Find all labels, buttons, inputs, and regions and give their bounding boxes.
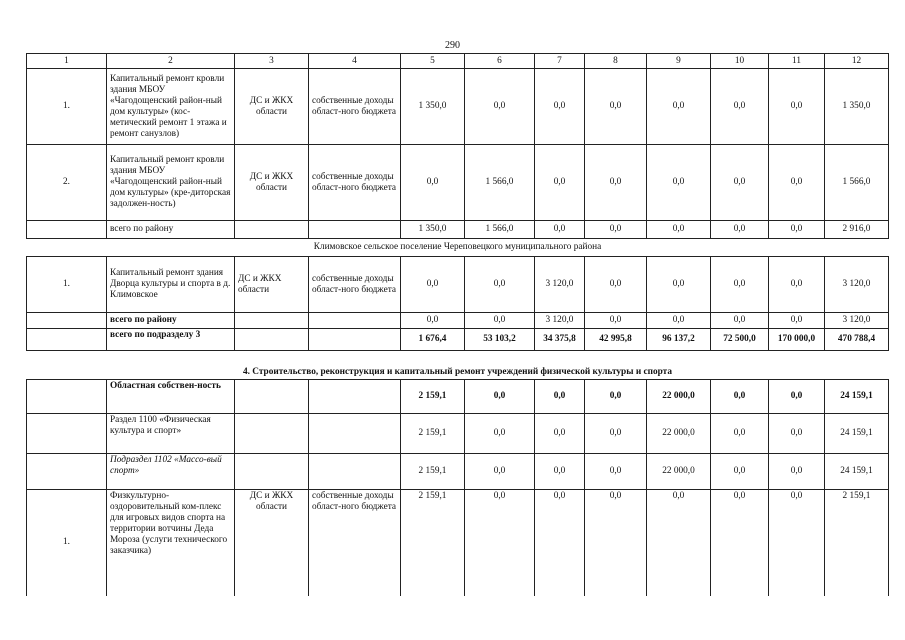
value-cell: 0,0 (585, 313, 647, 329)
value-cell: 0,0 (465, 490, 535, 596)
executor: ДС и ЖКХ области (235, 69, 309, 145)
header-cell: 6 (465, 54, 535, 69)
value-cell: 24 159,1 (825, 454, 889, 490)
value-cell: 1 350,0 (401, 69, 465, 145)
section-heading: 4. Строительство, реконструкция и капитальный ремонт учреждений физической культуры и спорта (27, 351, 889, 380)
value-cell: 1 676,4 (401, 329, 465, 351)
header-cell: 11 (769, 54, 825, 69)
section-heading-row (27, 351, 889, 380)
budget-table (26, 53, 889, 596)
funding-source: собственные доходы област-ного бюджета (309, 145, 401, 221)
header-cell: 8 (585, 54, 647, 69)
value-cell: 3 120,0 (535, 257, 585, 313)
value-cell: 0,0 (401, 313, 465, 329)
value-cell: 0,0 (711, 313, 769, 329)
value-cell: 0,0 (711, 414, 769, 454)
value-cell: 22 000,0 (647, 380, 711, 414)
value-cell: 72 500,0 (711, 329, 769, 351)
settlement-banner: Климовское сельское поселение Череповецкого муниципального района (27, 239, 889, 257)
object-name: Капитальный ремонт кровли здания МБОУ «Чагодощенский район-ный дом культуры» (кос-метический ремонт 1 этажа и ремонт санузлов) (107, 69, 235, 145)
value-cell: 0,0 (465, 313, 535, 329)
row-number: 1. (27, 69, 107, 145)
total-label: всего по району (107, 313, 235, 329)
header-cell: 5 (401, 54, 465, 69)
header-cell: 4 (309, 54, 401, 69)
table-row (27, 257, 889, 313)
value-cell: 0,0 (647, 221, 711, 239)
subsection-total-row (27, 329, 889, 351)
value-cell: 24 159,1 (825, 380, 889, 414)
value-cell: 0,0 (585, 69, 647, 145)
table-row (27, 490, 889, 596)
value-cell: 0,0 (769, 257, 825, 313)
value-cell: 0,0 (535, 454, 585, 490)
value-cell: 0,0 (585, 414, 647, 454)
value-cell: 0,0 (465, 257, 535, 313)
value-cell: 0,0 (769, 380, 825, 414)
value-cell: 34 375,8 (535, 329, 585, 351)
value-cell: 170 000,0 (769, 329, 825, 351)
value-cell: 0,0 (711, 490, 769, 596)
district-total-row (27, 313, 889, 329)
header-cell: 12 (825, 54, 889, 69)
value-cell: 0,0 (711, 221, 769, 239)
row-number: 1. (27, 257, 107, 313)
group-row (27, 454, 889, 490)
header-row (27, 54, 889, 69)
value-cell: 0,0 (711, 69, 769, 145)
value-cell: 0,0 (535, 490, 585, 596)
object-name: Капитальный ремонт здания Дворца культуры и спорта в д. Климовское (107, 257, 235, 313)
table-row (27, 69, 889, 145)
group-label: Областная собствен-ность (107, 380, 235, 414)
value-cell: 0,0 (647, 69, 711, 145)
object-name: Физкультурно-оздоровительный ком-плекс для игровых видов спорта на территории вотчины Деда Мороза (услуги технического заказчика) (107, 490, 235, 596)
value-cell: 53 103,2 (465, 329, 535, 351)
row-number: 1. (27, 490, 107, 596)
value-cell: 470 788,4 (825, 329, 889, 351)
value-cell: 1 566,0 (825, 145, 889, 221)
header-cell: 7 (535, 54, 585, 69)
value-cell: 0,0 (647, 145, 711, 221)
value-cell: 2 159,1 (401, 414, 465, 454)
executor: ДС и ЖКХ области (235, 490, 309, 596)
value-cell: 0,0 (769, 145, 825, 221)
executor: ДС и ЖКХ области (235, 257, 309, 313)
value-cell: 0,0 (535, 145, 585, 221)
header-cell: 1 (27, 54, 107, 69)
value-cell: 0,0 (711, 454, 769, 490)
total-label: всего по подразделу 3 (107, 329, 235, 351)
value-cell: 0,0 (647, 257, 711, 313)
value-cell: 0,0 (401, 145, 465, 221)
value-cell: 2 916,0 (825, 221, 889, 239)
value-cell: 0,0 (711, 145, 769, 221)
object-name: Капитальный ремонт кровли здания МБОУ «Чагодощенский район-ный дом культуры» (кре-диторская задолжен-ность) (107, 145, 235, 221)
value-cell: 2 159,1 (401, 490, 465, 596)
header-cell: 10 (711, 54, 769, 69)
district-total-row (27, 221, 889, 239)
table-row (27, 145, 889, 221)
value-cell: 0,0 (769, 69, 825, 145)
value-cell: 0,0 (465, 414, 535, 454)
value-cell: 0,0 (535, 380, 585, 414)
value-cell: 2 159,1 (401, 380, 465, 414)
value-cell: 0,0 (711, 257, 769, 313)
value-cell: 3 120,0 (825, 313, 889, 329)
value-cell: 0,0 (769, 490, 825, 596)
funding-source: собственные доходы област-ного бюджета (309, 490, 401, 596)
value-cell: 0,0 (585, 145, 647, 221)
total-label: всего по району (107, 221, 235, 239)
value-cell: 0,0 (769, 414, 825, 454)
value-cell: 22 000,0 (647, 414, 711, 454)
value-cell: 0,0 (465, 380, 535, 414)
group-row (27, 414, 889, 454)
value-cell: 0,0 (769, 221, 825, 239)
header-cell: 9 (647, 54, 711, 69)
value-cell: 0,0 (585, 490, 647, 596)
value-cell: 96 137,2 (647, 329, 711, 351)
group-label: Раздел 1100 «Физическая культура и спорт» (107, 414, 235, 454)
value-cell: 2 159,1 (401, 454, 465, 490)
value-cell: 0,0 (535, 69, 585, 145)
header-cell: 3 (235, 54, 309, 69)
value-cell: 3 120,0 (825, 257, 889, 313)
header-cell: 2 (107, 54, 235, 69)
group-label: Подраздел 1102 «Массо-вый спорт» (107, 454, 235, 490)
value-cell: 0,0 (585, 454, 647, 490)
value-cell: 0,0 (535, 221, 585, 239)
group-row (27, 380, 889, 414)
value-cell: 0,0 (647, 490, 711, 596)
value-cell: 0,0 (585, 221, 647, 239)
value-cell: 1 350,0 (825, 69, 889, 145)
value-cell: 0,0 (535, 414, 585, 454)
value-cell: 1 350,0 (401, 221, 465, 239)
value-cell: 0,0 (711, 380, 769, 414)
value-cell: 2 159,1 (825, 490, 889, 596)
value-cell: 0,0 (465, 69, 535, 145)
value-cell: 3 120,0 (535, 313, 585, 329)
value-cell: 24 159,1 (825, 414, 889, 454)
executor: ДС и ЖКХ области (235, 145, 309, 221)
funding-source: собственные доходы област-ного бюджета (309, 257, 401, 313)
value-cell: 42 995,8 (585, 329, 647, 351)
row-number: 2. (27, 145, 107, 221)
value-cell: 0,0 (585, 257, 647, 313)
value-cell: 0,0 (769, 313, 825, 329)
value-cell: 0,0 (769, 454, 825, 490)
value-cell: 1 566,0 (465, 221, 535, 239)
value-cell: 0,0 (585, 380, 647, 414)
funding-source: собственные доходы област-ного бюджета (309, 69, 401, 145)
value-cell: 22 000,0 (647, 454, 711, 490)
value-cell: 1 566,0 (465, 145, 535, 221)
value-cell: 0,0 (401, 257, 465, 313)
value-cell: 0,0 (647, 313, 711, 329)
page-number: 290 (445, 40, 460, 51)
banner-row (27, 239, 889, 257)
value-cell: 0,0 (465, 454, 535, 490)
